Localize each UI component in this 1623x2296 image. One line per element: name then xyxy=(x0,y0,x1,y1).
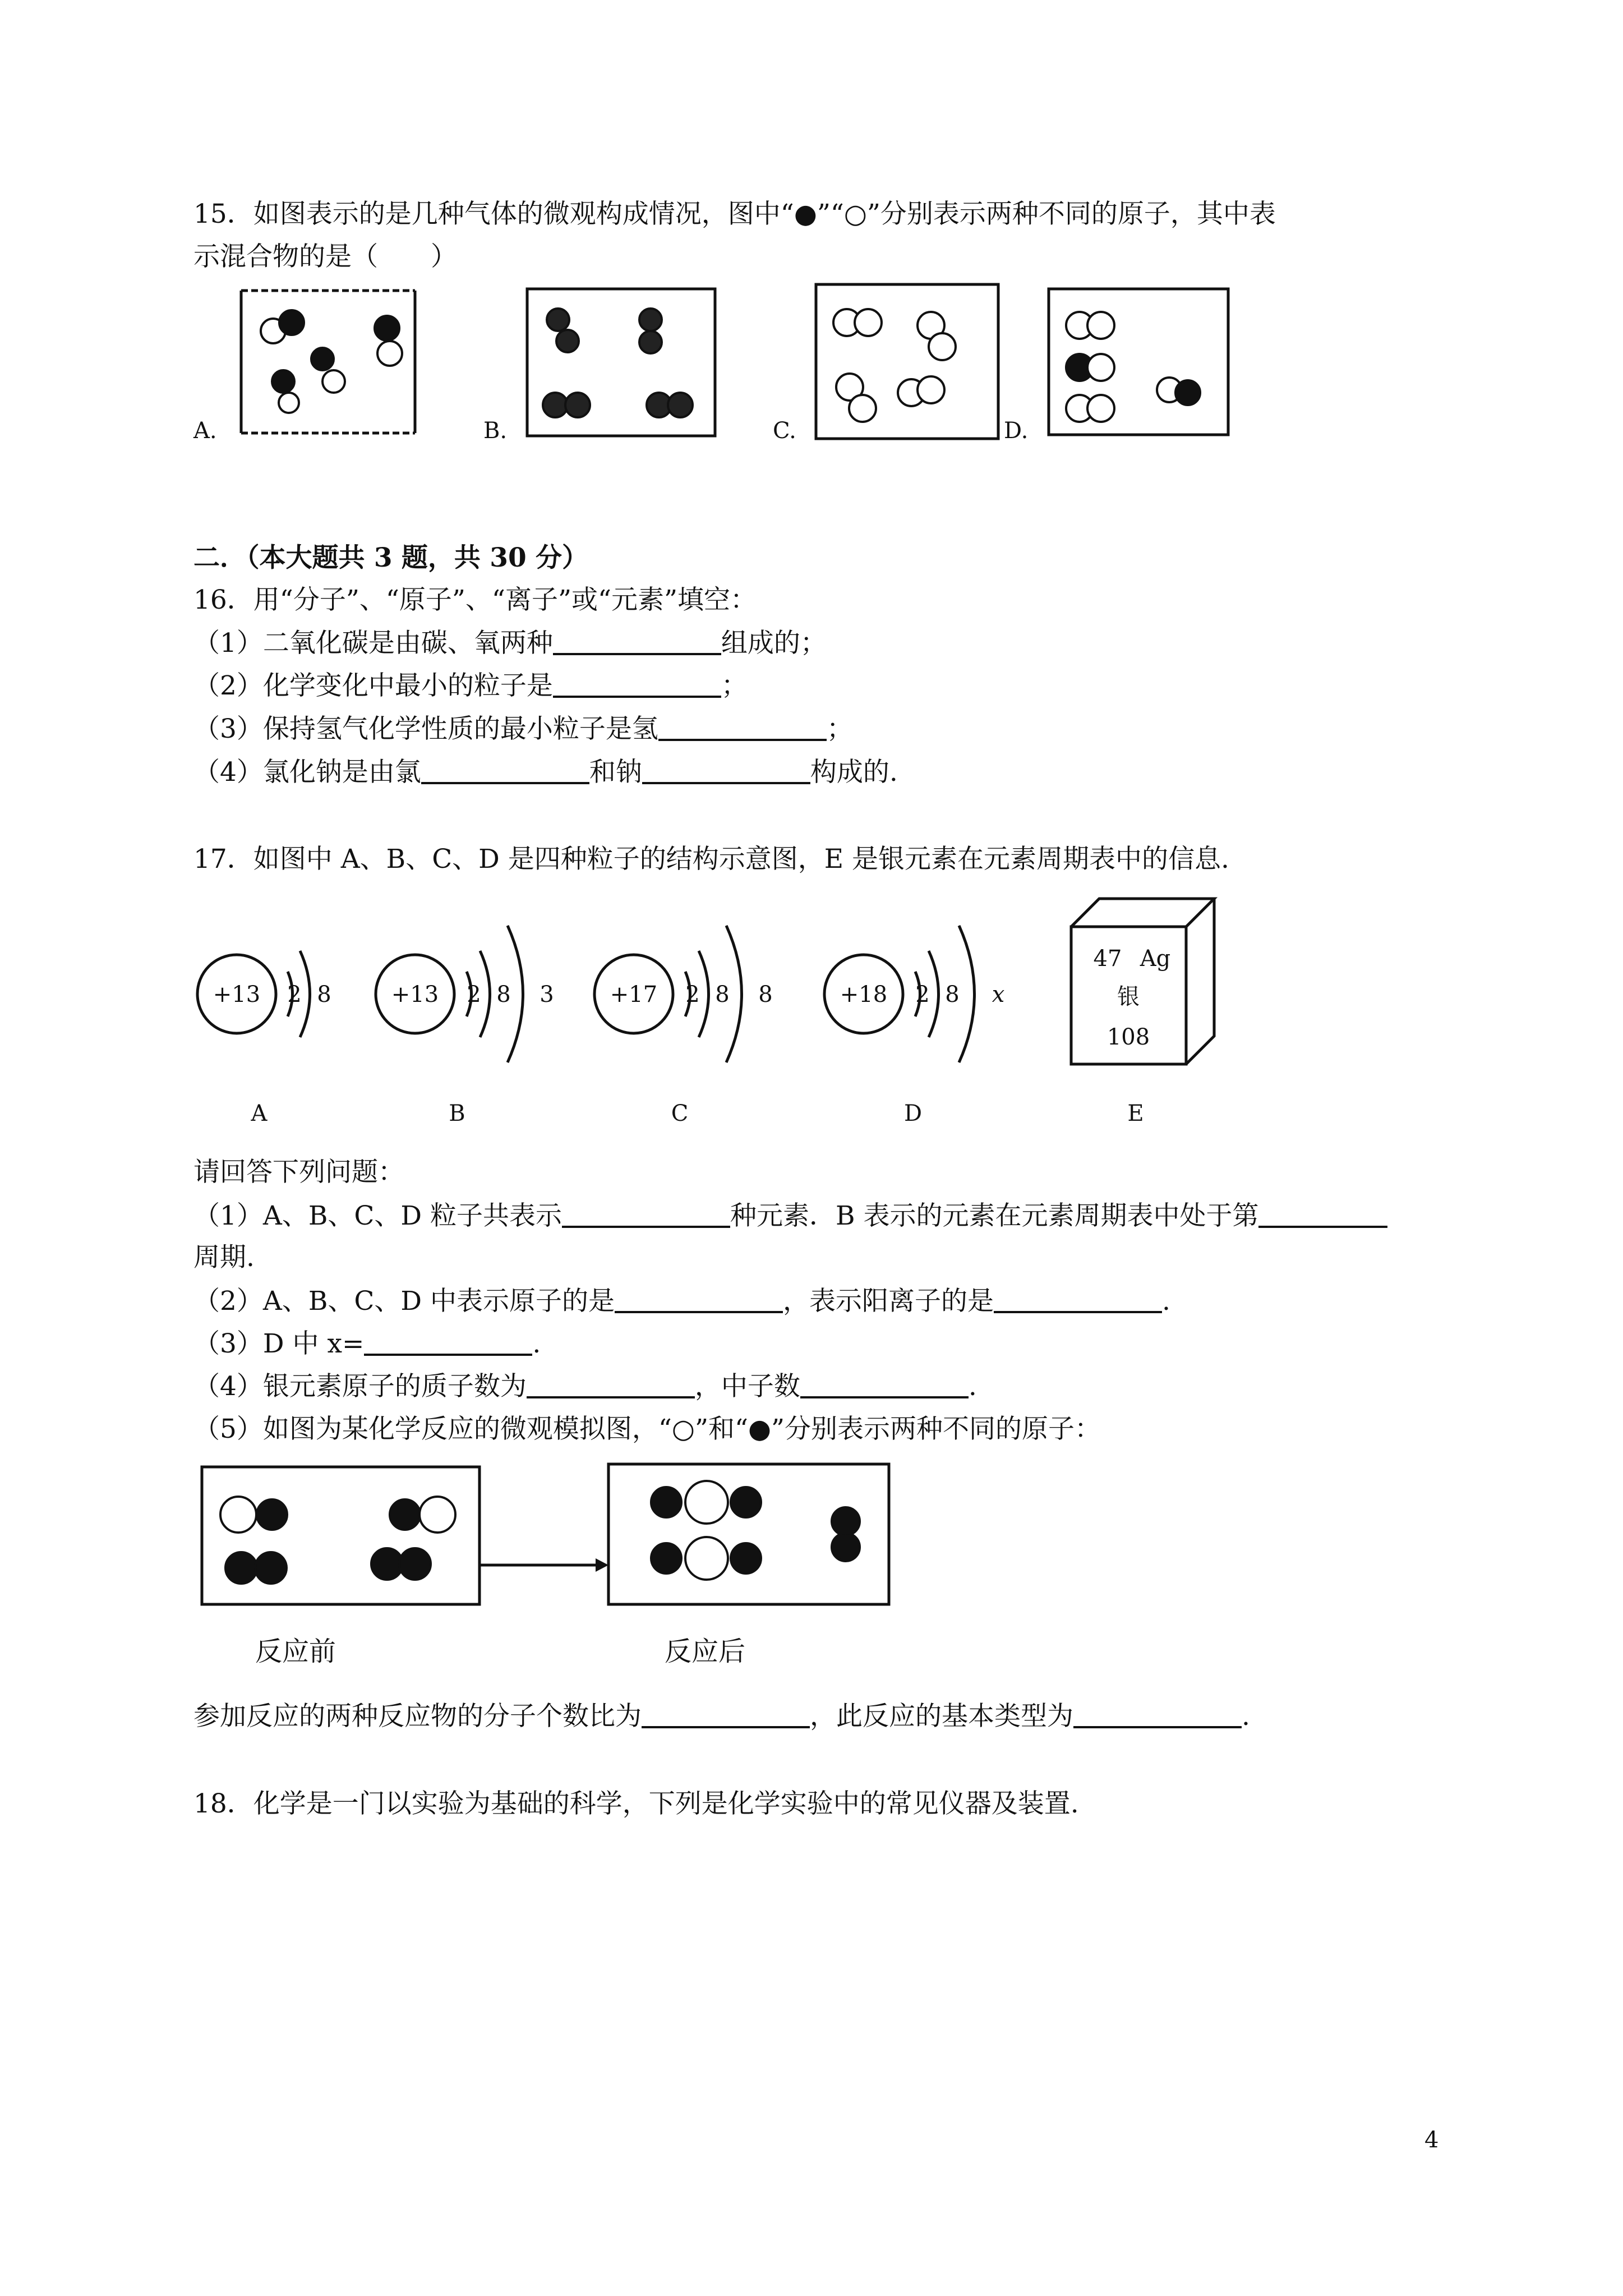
q16-sub4-mid: 和钠 xyxy=(589,757,642,788)
atom-c-shell-3: 8 xyxy=(758,982,773,1007)
atom-c-label: C xyxy=(671,1101,689,1126)
q17-sub5: （5）如图为某化学反应的微观模拟图，“○”和“●”分别表示两种不同的原子： xyxy=(193,1414,1101,1444)
q16-sub1-text: （1）二氧化碳是由碳、氧两种 xyxy=(193,628,553,659)
q17-stem: 17．如图中 A、B、C、D 是四种粒子的结构示意图，E 是银元素在元素周期表中的信息. xyxy=(193,844,1229,875)
atom-b-nucleus-label: +13 xyxy=(391,982,439,1007)
atom-b-label: B xyxy=(449,1101,465,1126)
q17-sub1-text: （1）A、B、C、D 粒子共表示 xyxy=(193,1200,562,1231)
q17-prompt: 请回答下列问题： xyxy=(193,1157,404,1188)
q17-sub3-end: . xyxy=(532,1328,541,1359)
q15-option-a[interactable]: A. xyxy=(193,418,217,444)
element-symbol: Ag xyxy=(1140,946,1171,972)
atom-d-shell-3: x xyxy=(992,982,1005,1007)
q17-sub2-end: . xyxy=(1161,1286,1170,1317)
atom-b-shell-3: 3 xyxy=(540,982,554,1007)
q17-sub1-cont: 周期. xyxy=(193,1242,255,1273)
element-mass: 108 xyxy=(1106,1024,1150,1050)
q15-stem-line2: 示混合物的是（ ） xyxy=(193,241,457,272)
q16-sub4-end: 构成的. xyxy=(810,757,898,788)
q17-sub6 xyxy=(193,1700,1250,1733)
atom-c-shell-1: 2 xyxy=(685,982,700,1007)
q16-stem: 16．用“分子”、“原子”、“离子”或“元素”填空： xyxy=(193,585,757,615)
q17-blank-8[interactable] xyxy=(642,1701,810,1728)
atom-d-nucleus-label: +18 xyxy=(840,982,888,1007)
element-number: 47 xyxy=(1093,946,1122,972)
q17-sub2-mid: ，表示阳离子的是 xyxy=(782,1286,994,1317)
q17-sub4-mid: ，中子数 xyxy=(694,1371,800,1402)
q17-sub4-text: （4）银元素原子的质子数为 xyxy=(193,1371,527,1402)
atom-a-nucleus-label: +13 xyxy=(213,982,261,1007)
q15-option-d[interactable]: D. xyxy=(1004,418,1029,444)
q15-stem-line1: 15．如图表示的是几种气体的微观构成情况，图中“●”“○”分别表示两种不同的原子，其中表 xyxy=(193,199,1276,229)
q17-blank-9[interactable] xyxy=(1073,1701,1242,1728)
atom-d-shell-2: 8 xyxy=(945,982,960,1007)
q17-sub3-text: （3）D 中 x= xyxy=(193,1328,365,1359)
atom-a-label: A xyxy=(251,1101,268,1126)
element-e-label: E xyxy=(1127,1101,1144,1126)
q17-sub6-text: 参加反应的两种反应物的分子个数比为 xyxy=(193,1701,642,1732)
atom-c-nucleus-label: +17 xyxy=(610,982,658,1007)
element-name: 银 xyxy=(1117,984,1140,1010)
q17-sub4-end: . xyxy=(968,1371,977,1402)
q16-sub1-end: 组成的； xyxy=(721,628,827,659)
atom-a-shell-1: 2 xyxy=(287,982,302,1007)
atom-c-shell-2: 8 xyxy=(715,982,730,1007)
q17-sub6-end: . xyxy=(1242,1701,1250,1732)
q16-sub2-end: ； xyxy=(721,670,748,701)
atom-b-shell-1: 2 xyxy=(467,982,481,1007)
q17-sub6-mid: ，此反应的基本类型为 xyxy=(810,1701,1073,1732)
q17-sub2-text: （2）A、B、C、D 中表示原子的是 xyxy=(193,1286,615,1317)
q16-sub2-text: （2）化学变化中最小的粒子是 xyxy=(193,670,553,701)
q18-stem: 18．化学是一门以实验为基础的科学，下列是化学实验中的常见仪器及装置. xyxy=(193,1788,1079,1819)
reaction-before-label: 反应前 xyxy=(255,1636,336,1667)
q16-sub3-text: （3）保持氢气化学性质的最小粒子是氢 xyxy=(193,714,658,744)
q16-sub4-text: （4）氯化钠是由氯 xyxy=(193,757,421,788)
atom-d-label: D xyxy=(903,1101,923,1126)
atom-a-shell-2: 8 xyxy=(317,982,331,1007)
q16-sub3-end: ； xyxy=(826,714,853,744)
section-2-title: 二．（本大题共 3 题，共 30 分） xyxy=(193,542,589,573)
q17-sub1-mid: 种元素．B 表示的元素在元素周期表中处于第 xyxy=(730,1200,1259,1231)
atom-d-shell-1: 2 xyxy=(915,982,930,1007)
q15-option-b[interactable]: B. xyxy=(483,418,508,444)
reaction-after-label: 反应后 xyxy=(665,1636,746,1667)
atom-b-shell-2: 8 xyxy=(496,982,511,1007)
page-number: 4 xyxy=(1424,2127,1439,2153)
q15-option-c[interactable]: C. xyxy=(773,418,796,444)
